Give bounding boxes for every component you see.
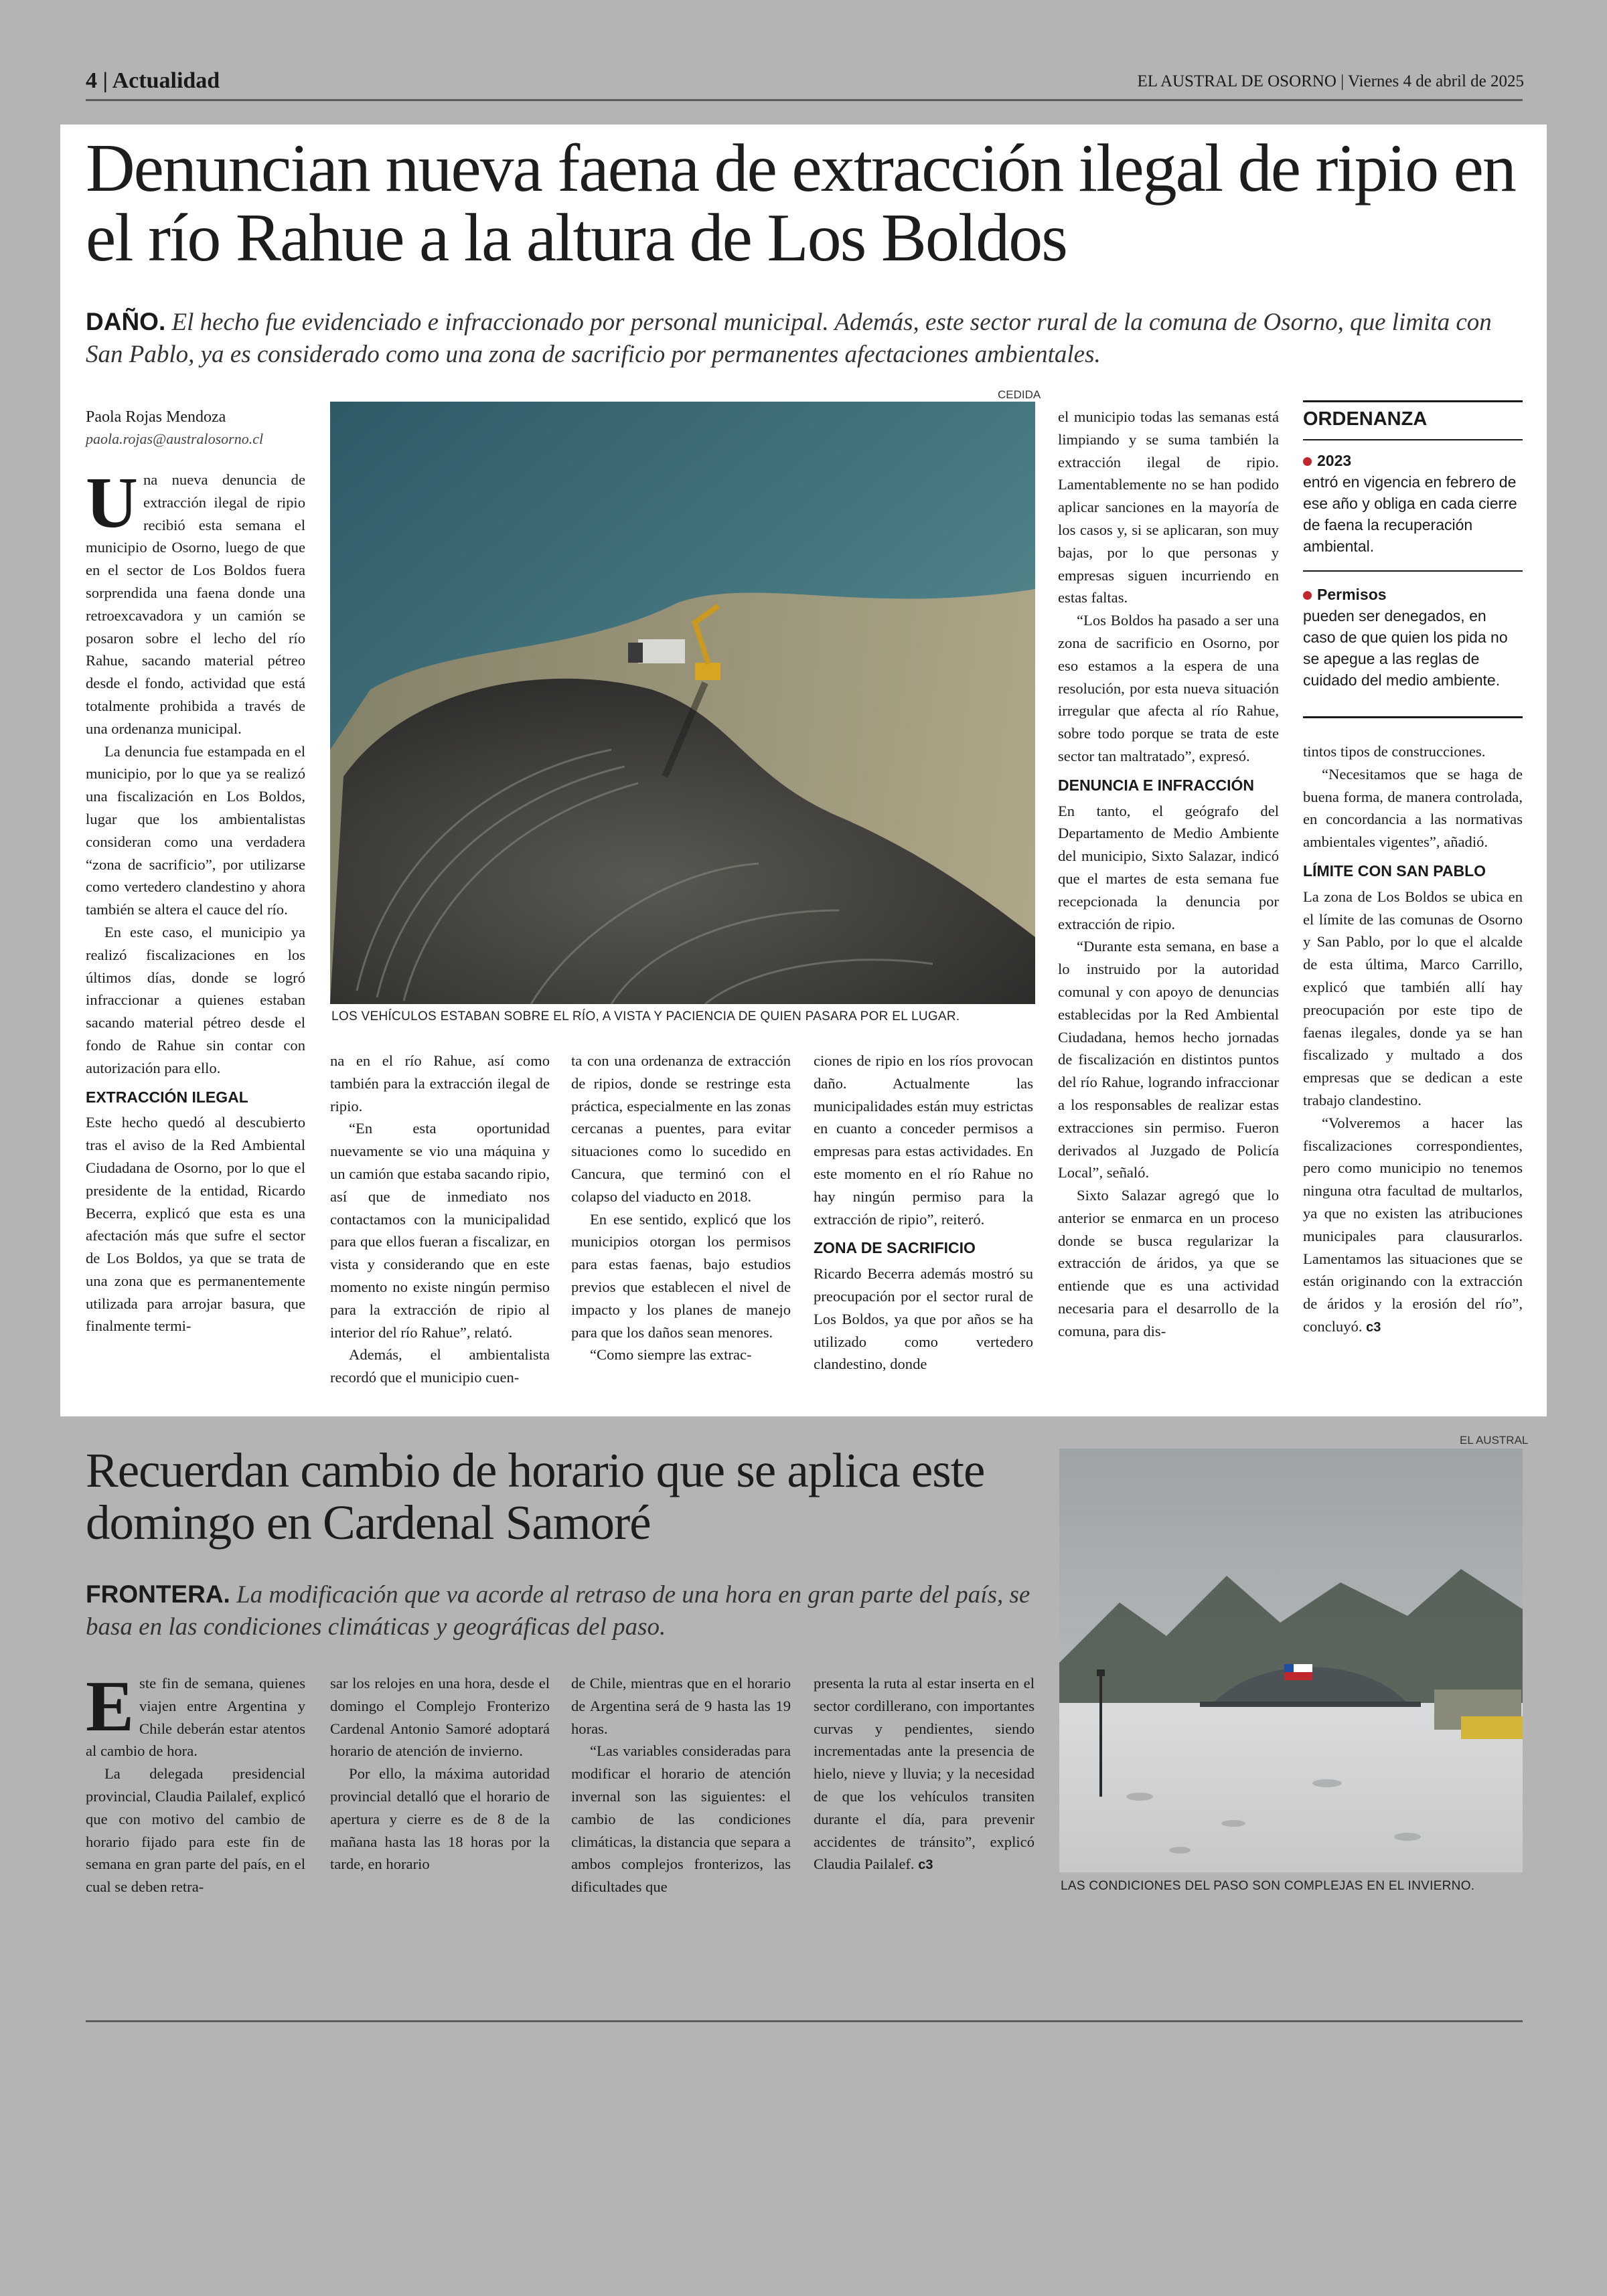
paragraph-text: presenta la ruta al estar inserta en el sector cordillerano, con importantes curvas y pendientes, siendo incrementadas ante la presencia de hielo, nieve y lluvia; y la necesidad de que los vehículos transiten durante el día, para prevenir accidentes de tránsito”, explicó Claudia Pailalef. [814,1675,1035,1873]
paragraph: “En esta oportunidad nuevamente se vio una máquina y un camión que estaba sacando ripio, así que de inmediato nos contactamos con la municipalidad para que ellos fueran a fiscalizar, en vista y considerando que en este momento no existe ningún permiso para la extracción de ripio al interior del río Rahue”, relató. [330,1120,550,1341]
paragraph: na nueva denuncia de extracción ilegal de ripio recibió esta semana el municipio de Osorno, luego de que en el sector de Los Boldos fuera sorprendida una faena donde una retroexcavadora y un camión se posaron sobre el lecho del río Rahue, sacando material pétreo desde el fondo, actividad que está totalmente prohibida a través de una ordenanza municipal. [86,471,305,737]
header-divider-right: | [1341,72,1348,90]
paragraph [814,1672,1035,1877]
article1-dek [86,306,1525,371]
subhead: LÍMITE CON SAN PABLO [1303,862,1486,880]
paragraph: tintos tipos de construcciones. [1303,743,1486,760]
bullet-icon [1303,591,1312,600]
end-mark-icon: c3 [918,1858,933,1873]
photo2-caption: LAS CONDICIONES DEL PASO SON COMPLEJAS EN EL INVIERNO. [1061,1879,1475,1893]
paragraph: Además, el ambientalista recordó que el municipio cuen- [330,1346,550,1386]
paragraph: En este caso, el municipio ya realizó fiscalizaciones en los últimos días, donde se logró infraccionar a quienes estaban sacando material pétreo desde el fondo de Rahue sin contar con autorización para ello. [86,923,305,1076]
paragraph: ta con una ordenanza de extracción de ripios, donde se restringe esta práctica, especialmente en las zonas cercanas a puentes, para evitar situaciones como lo sucedido en Cancura, que terminó con el colapso del viaducto en 2018. [571,1052,791,1205]
paragraph: Ricardo Becerra además mostró su preocupación por el sector rural de Los Boldos, ya que por años se ha utilizado como vertedero clandestino, donde [814,1265,1033,1373]
page-header-left [86,68,220,94]
subhead: EXTRACCIÓN ILEGAL [86,1088,248,1106]
sidebar-item-text: entró en vigencia en febrero de ese año y obliga en cada cierre de faena la recuperación ambiental. [1303,473,1517,555]
paragraph: Por ello, la máxima autoridad provincial detalló que el horario de apertura y cierre es de 8 de la mañana hasta las 18 horas por la tarde, en horario [330,1765,550,1873]
article1-author: Paola Rojas Mendoza [86,408,226,426]
sidebar-title: ORDENANZA [1303,408,1428,430]
end-mark-icon: c3 [1366,1319,1381,1335]
sidebar-divider [1303,570,1523,572]
paragraph: “Durante esta semana, en base a lo instruido por la autoridad comunal y con apoyo de denuncias establecidas por la Red Ambiental Ciudadana, hemos hecho jornadas de fiscalización en distintos puntos del río Rahue, logrando infraccionar a los responsables de realizar estas extracciones sin permiso. Fueron derivados al Juzgado de Policía Local”, señaló. [1058,938,1279,1181]
article2-headline: Recuerdan cambio de horario que se aplica este domingo en Cardenal Samoré [86,1443,985,1550]
section-name: Actualidad [112,68,220,93]
article1-email[interactable]: paola.rojas@australosorno.cl [86,430,264,447]
bullet-icon [1303,457,1312,466]
header-rule [86,99,1523,101]
article1-col2 [330,1050,550,1389]
page-number: 4 [86,68,97,93]
subhead: DENUNCIA E INFRACCIÓN [1058,776,1255,794]
subhead: ZONA DE SACRIFICIO [814,1239,976,1257]
article1-kicker: DAÑO. [86,308,166,335]
paragraph [1303,1112,1523,1339]
paragraph: En ese sentido, explicó que los municipios otorgan los permisos para estas faenas, bajo estudios previos que establecen el nivel de impacto y los planes de manejo para que los daños sean menores. [571,1210,791,1341]
sidebar-title-rule [1303,439,1523,440]
paragraph: En tanto, el geógrafo del Departamento de Medio Ambiente del municipio, Sixto Salazar, indicó que el martes de esta semana fue recepcionada la denuncia por extracción de ripio. [1058,802,1279,932]
article1-col5 [1058,406,1279,1343]
newspaper-name: EL AUSTRAL DE OSORNO [1137,72,1336,90]
article2-col1 [86,1667,305,1898]
article1-col3 [571,1050,791,1366]
sidebar-item-2023 [1303,450,1523,557]
header-divider: | [102,68,112,93]
sidebar-item-title: 2023 [1317,452,1352,469]
paragraph: ciones de ripio en los ríos provocan daño. Actualmente las municipalidades están muy estrictas en cuanto a conceder permisos a empresas para estas actividades. En este momento en el río Rahue no hay ningún permiso para la extracción de ripio”, reiteró. [814,1052,1033,1228]
paragraph: Sixto Salazar agregó que lo anterior se enmarca en un proceso donde se busca regularizar la extracción de áridos, ya que se entiende que es una actividad necesaria para el desarrollo de la comuna, para dis- [1058,1187,1279,1339]
sidebar-top-rule [1303,400,1523,402]
paragraph: na en el río Rahue, así como también para la extracción ilegal de ripio. [330,1052,550,1115]
paragraph: La delegada presidencial provincial, Claudia Pailalef, explicó que con motivo del cambio de horario fijado para este fin de semana en gran parte del país, en el cual se deben retra- [86,1765,305,1896]
border-crossing-photo [1059,1449,1523,1872]
paragraph: de Chile, mientras que en el horario de Argentina será de 9 hasta las 19 horas. [571,1675,791,1737]
paragraph: sar los relojes en una hora, desde el domingo el Complejo Fronterizo Cardenal Antonio Samoré adoptará horario de atención de invierno. [330,1675,550,1760]
photo1-credit: CEDIDA [998,388,1041,401]
drop-cap: E [86,1667,135,1746]
issue-date: Viernes 4 de abril de 2025 [1347,72,1524,90]
article2-col2 [330,1672,550,1876]
article2-dek [86,1578,1057,1643]
sidebar-item-text: pueden ser denegados, en caso de que quien los pida no se apegue a las reglas de cuidado del medio ambiente. [1303,607,1508,689]
article2-kicker: FRONTERA. [86,1580,230,1608]
paragraph: ste fin de semana, quienes viajen entre Argentina y Chile deberán estar atentos al cambio de hora. [86,1675,305,1760]
paragraph: el municipio todas las semanas está limpiando y se suma también la extracción ilegal de ripio. Lamentablemente no se han podido aplicar sanciones en la mayoría de los casos y, si se aplicaran, son muy bajas, por lo que personas y empresas siguen incurriendo en estas faltas. [1058,408,1279,606]
photo2-credit: EL AUSTRAL [1460,1434,1529,1447]
photo1-caption: LOS VEHÍCULOS ESTABAN SOBRE EL RÍO, A VISTA Y PACIENCIA DE QUIEN PASARA POR EL LUGAR. [331,1009,960,1023]
article1-headline: Denuncian nueva faena de extracción ilegal de ripio en el río Rahue a la altura de Los Boldos [86,131,1515,276]
paragraph: “Como siempre las extrac- [590,1346,752,1364]
page-header-right [1137,72,1524,91]
article1-col6 [1303,740,1523,1339]
paragraph: “Necesitamos que se haga de buena forma, de manera controlada, en concordancia a las normativas ambientales vigentes”, añadió. [1303,765,1523,851]
sidebar-item-title: Permisos [1317,586,1387,603]
paragraph: La zona de Los Boldos se ubica en el límite de las comunas de Osorno y San Pablo, por lo que el alcalde de esta última, Marco Carrillo, explicó que también allí hay preocupación por este tipo de faenas ilegales, donde ya se han fiscalizado y multado a dos empresas que se dedican a este trabajo clandestino. [1303,888,1523,1109]
article2-dek-text: La modificación que va acorde al retraso de una hora en gran parte del país, se basa en las condiciones climáticas y geográficas del paso. [86,1581,1030,1641]
paragraph: “Los Boldos ha pasado a ser una zona de sacrificio en Osorno, por eso estamos a la espera de una resolución, por esta nueva situación irregular que afecta al río Rahue, sobre todo porque se trata de este sector tan maltratado”, expresó. [1058,612,1279,764]
river-aerial-photo [330,402,1035,1004]
article2-col3 [571,1672,791,1898]
paragraph-text: “Volveremos a hacer las fiscalizaciones correspondientes, pero como municipio no tenemos ninguna otra facultad de multarlos, ya que no existen las atribuciones municipales para clausurarlos. Lamentamos las situaciones que se están originando con la extracción de áridos y la erosión del río”, concluyó. [1303,1114,1523,1335]
sidebar-bottom-rule [1303,716,1523,718]
article1-dek-text: El hecho fue evidenciado e infraccionado por personal municipal. Además, este sector rural de la comuna de Osorno, que limita con San Pablo, ya es considerado como una zona de sacrificio por permanentes afectaciones ambientales. [86,309,1492,368]
river-aerial-image [330,402,1035,1004]
paragraph: Este hecho quedó al descubierto tras el aviso de la Red Ambiental Ciudadana de Osorno, por lo que el presidente de la entidad, Ricardo Becerra, explicó que esta es una afectación más que sufre el sector de Los Boldos, ya que se trata de una zona que es permanentemente utilizada para arrojar basura, que finalmente termi- [86,1114,305,1335]
border-crossing-image [1059,1449,1523,1872]
truck-shape [628,639,685,663]
footer-rule [86,2020,1523,2022]
paragraph: La denuncia fue estampada en el municipio, por lo que ya se realizó una fiscalización en Los Boldos, lugar que los ambientalistas consideran como una verdadera “zona de sacrificio”, por utilizarse como vertedero clandestino y ahora también se altera el cauce del río. [86,742,305,918]
article1-col4 [814,1050,1033,1376]
paragraph: “Las variables consideradas para modificar el horario de atención invernal son las siguientes: el cambio de las condiciones climáticas, la distancia que separa a ambos complejos fronterizos, las dificultades que [571,1742,791,1896]
article2-col4 [814,1672,1035,1877]
sidebar-item-permisos [1303,584,1523,691]
drop-cap: U [86,463,138,543]
article1-col1 [86,463,305,1337]
